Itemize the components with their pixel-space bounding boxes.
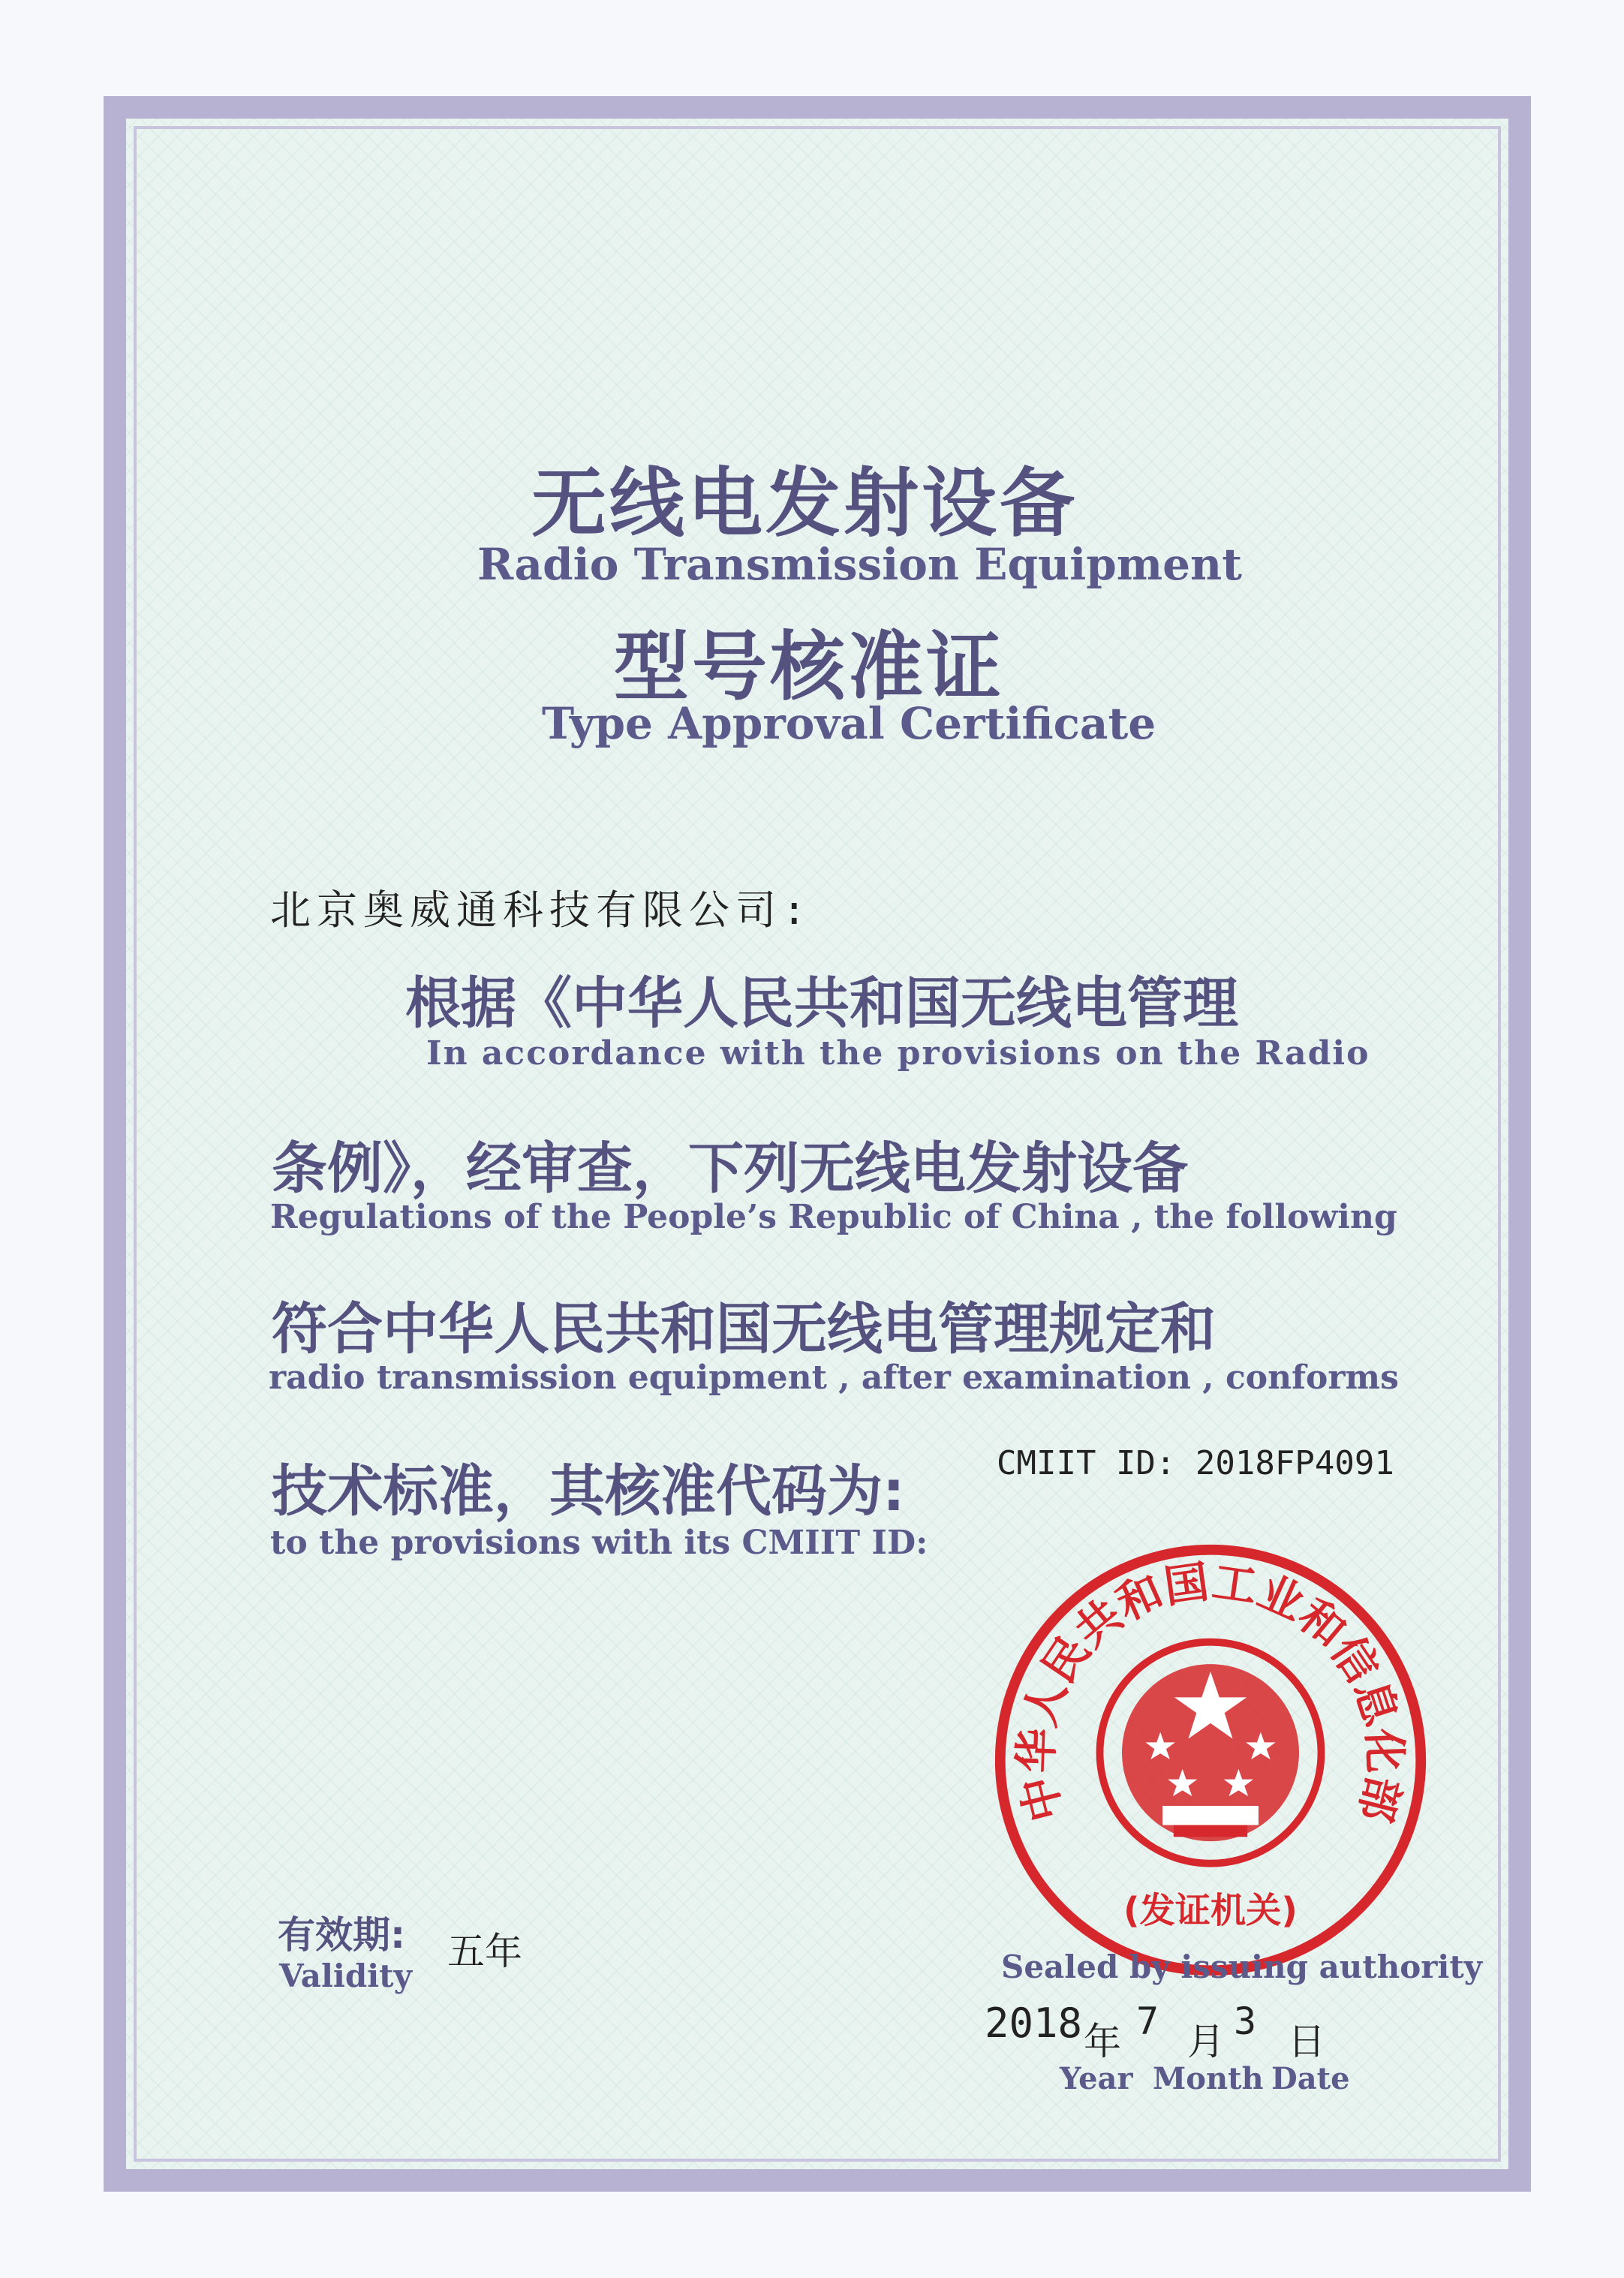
date-day-cn: 日 — [1288, 2020, 1325, 2063]
validity-label-en: Validity — [279, 1958, 412, 1994]
body-cn-3: 符合中华人民共和国无线电管理规定和 — [272, 1297, 1216, 1362]
date-label-date: Date — [1271, 2061, 1350, 2096]
validity-label-cn: 有效期: — [278, 1913, 405, 1957]
date-month-cn: 月 — [1187, 2020, 1225, 2063]
seal-bottom-text: (发证机关) — [1123, 1890, 1298, 1932]
date-year-cn: 年 — [1084, 2020, 1121, 2063]
official-seal — [989, 1539, 1432, 1982]
date-label-month: Month — [1153, 2061, 1264, 2096]
validity-value: 五年 — [447, 1930, 522, 1973]
title-cn-line2: 型号核准证 — [614, 623, 1004, 711]
seal-caption: Sealed by issuing authority — [1001, 1948, 1483, 1985]
date-day: 3 — [1234, 2000, 1257, 2043]
title-en-line1: Radio Transmission Equipment — [477, 539, 1243, 590]
title-cn-line1: 无线电发射设备 — [531, 459, 1078, 547]
date-year: 2018 — [985, 2000, 1083, 2047]
recipient-name: 北京奥威通科技有限公司: — [270, 886, 813, 934]
body-en-4: to the provisions with its CMIIT ID: — [270, 1524, 928, 1562]
cmiit-id: CMIIT ID: 2018FP4091 — [997, 1444, 1394, 1482]
date-label-year: Year — [1060, 2061, 1133, 2096]
body-cn-1: 根据《中华人民共和国无线电管理 — [405, 971, 1238, 1036]
body-en-2: Regulations of the People’s Republic of China , the following — [270, 1198, 1397, 1236]
body-cn-4: 技术标准，其核准代码为: — [272, 1459, 905, 1524]
date-month: 7 — [1136, 2000, 1159, 2043]
seal-ring-text: 中华人民共和国工业和信息化部 — [1009, 1555, 1412, 1827]
body-en-3: radio transmission equipment , after examination , conforms — [269, 1359, 1399, 1397]
body-cn-2: 条例》，经审查，下列无线电发射设备 — [272, 1136, 1188, 1201]
body-en-1: In accordance with the provisions on the Radio — [426, 1034, 1370, 1073]
title-en-line2: Type Approval Certificate — [542, 698, 1156, 749]
